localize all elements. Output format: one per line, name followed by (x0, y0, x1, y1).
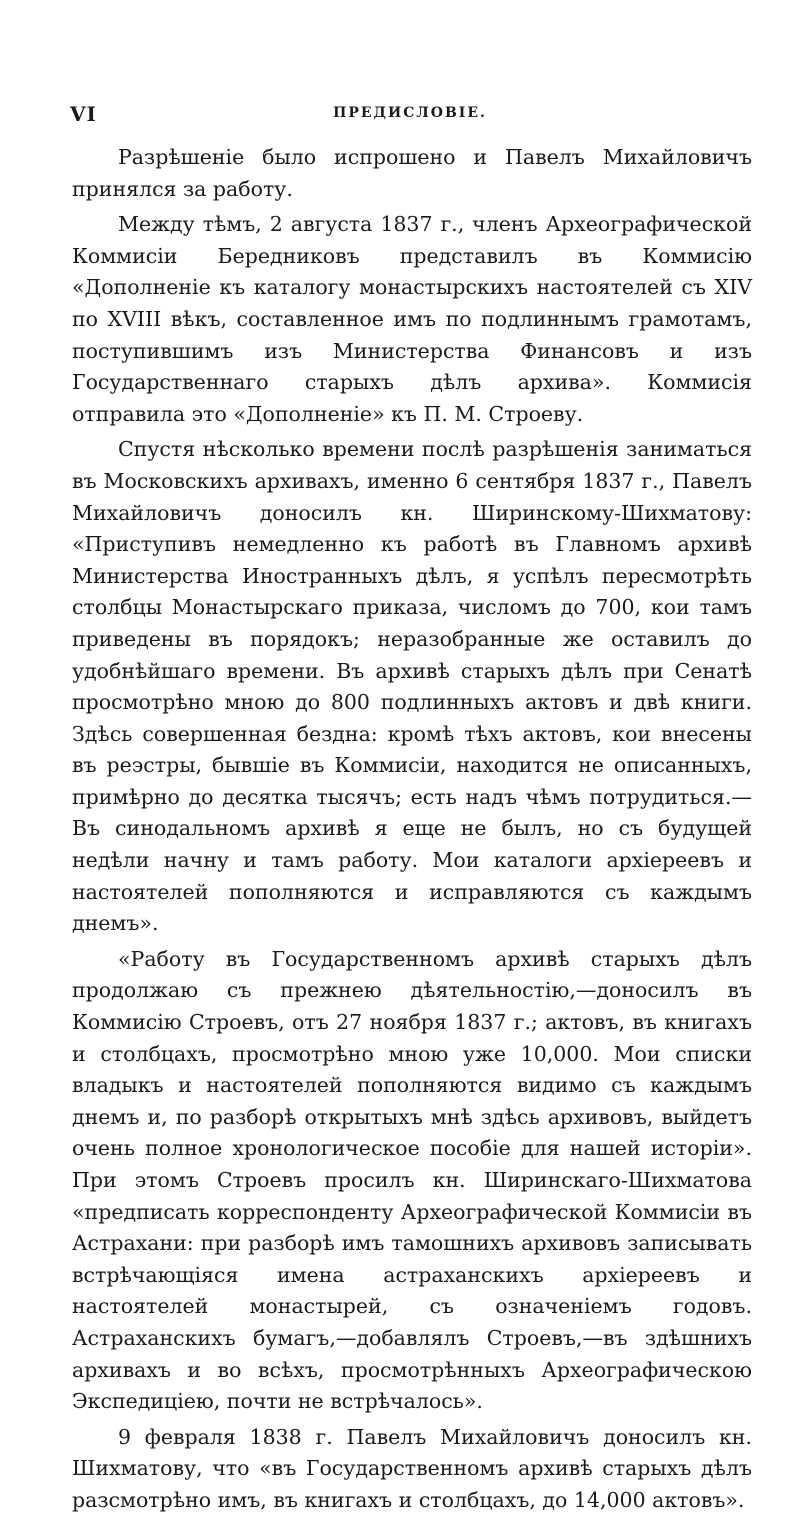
paragraph: Между тѣмъ, 2 августа 1837 г., членъ Археографической Коммисіи Бередниковъ представилъ въ Коммисію «Дополненіе къ каталогу монастырскихъ настоятелей съ XIV по XVIII вѣкъ, составленное имъ по подлиннымъ грамотамъ, поступившимъ изъ Министерства Финансовъ и изъ Государственнаго старыхъ дѣлъ архива». Коммисія отправила это «Дополненіе» къ П. М. Строеву. (72, 212, 752, 426)
paragraph: Спустя нѣсколько времени послѣ разрѣшенія заниматься въ Московскихъ архивахъ, именно 6 сентября 1837 г., Павелъ Михайловичъ доносилъ кн. Ширинскому-Шихматову: «Приступивъ немедленно къ работѣ въ Главномъ архивѣ Министерства Иностранныхъ дѣлъ, я успѣлъ пересмотрѣть столбцы Монастырскаго приказа, числомъ до 700, кои тамъ приведены въ порядокъ; неразобранные же оставилъ до удобнѣйшаго времени. Въ архивѣ старыхъ дѣлъ при Сенатѣ просмотрѣно мною до 800 подлинныхъ актовъ и двѣ книги. Здѣсь совершенная бездна: кромѣ тѣхъ актовъ, кои внесены въ реэстры, бывшіе въ Коммисіи, находится не описанныхъ, примѣрно до десятка тысячъ; есть надъ чѣмъ потрудиться.—Въ синодальномъ архивѣ я еще не былъ, но съ будущей недѣли начну и тамъ работу. Мои каталоги архіереевъ и настоятелей пополняются и исправляются съ каждымъ днемъ». (72, 437, 752, 936)
running-title: ПРЕДИСЛОВІЕ. (333, 105, 487, 121)
paragraph: Разрѣшеніе было испрошено и Павелъ Михайловичъ принялся за работу. (72, 145, 752, 201)
paragraph: 9 февраля 1838 г. Павелъ Михайловичъ доносилъ кн. Шихматову, что «въ Государственномъ архивѣ старыхъ дѣлъ разсмотрѣно имъ, въ книгахъ и столбцахъ, до 14,000 актовъ». (72, 1424, 752, 1512)
body-text (72, 142, 752, 1521)
page-header (70, 102, 750, 132)
paragraph: «Работу въ Государственномъ архивѣ старыхъ дѣлъ продолжаю съ прежнею дѣятельностію,—доносилъ въ Коммисію Строевъ, отъ 27 ноября 1837 г.; актовъ, въ книгахъ и столбцахъ, просмотрѣно мною уже 10,000. Мои списки владыкъ и настоятелей пополняются видимо съ каждымъ днемъ и, по разборѣ открытыхъ мнѣ здѣсь архивовъ, выйдетъ очень полное хронологическое пособіе для нашей исторіи». При этомъ Строевъ просилъ кн. Ширинскаго-Шихматова «предписать корреспонденту Археографической Коммисіи въ Астрахани: при разборѣ имъ тамошнихъ архивовъ записывать встрѣчающіяся имена астраханскихъ архіереевъ и настоятелей монастырей, съ означеніемъ годовъ. Астраханскихъ бумагъ,—добавлялъ Строевъ,—въ здѣшнихъ архивахъ и во всѣхъ, просмотрѣнныхъ Археографическою Экспедиціею, почти не встрѣчалось». (72, 946, 752, 1414)
page-number: VI (70, 102, 97, 126)
